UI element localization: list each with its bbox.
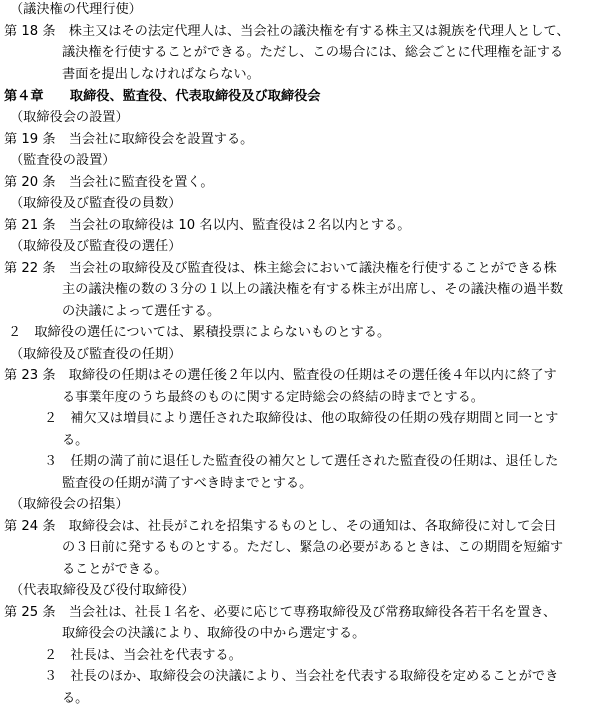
paragraph-line: ３ 社長のほか、取締役会の決議により、当会社を代表する取締役を定めることができ — [44, 669, 559, 684]
article-line: ることができる。 — [62, 562, 168, 577]
paragraph-line: ３ 任期の満了前に退任した監査役の補欠として選任された監査役の任期は、退任した — [44, 454, 559, 469]
paragraph-line: ２ 社長は、当会社を代表する。 — [44, 648, 242, 663]
section-heading: （取締役及び監査役の員数） — [10, 196, 182, 211]
paragraph-line: る。 — [62, 433, 89, 448]
paragraph-line: る。 — [62, 691, 89, 706]
section-heading: （取締役及び監査役の任期） — [10, 347, 182, 362]
article-line: 第 20 条 当会社に監査役を置く。 — [4, 175, 214, 190]
paragraph-line: ２ 取締役の選任については、累積投票によらないものとする。 — [8, 325, 391, 340]
section-heading: （取締役会の設置） — [10, 110, 129, 125]
article-line: 取締役会の決議により、取締役の中から選定する。 — [62, 626, 366, 641]
paragraph-line: ２ 補欠又は増員により選任された取締役は、他の取締役の任期の残存期間と同一とす — [44, 411, 559, 426]
article-line: の決議によって選任する。 — [62, 304, 221, 319]
section-heading: （議決権の代理行使） — [10, 2, 142, 17]
article-line: 書面を提出しなければならない。 — [62, 67, 260, 82]
article-line: 第 21 条 当会社の取締役は 10 名以内、監査役は２名以内とする。 — [4, 218, 411, 233]
section-heading: （監査役の設置） — [10, 153, 116, 168]
article-line: 第 23 条 取締役の任期はその選任後２年以内、監査役の任期はその選任後４年以内に終了す — [4, 368, 557, 383]
section-heading: （取締役会の招集） — [10, 497, 129, 512]
section-heading: （取締役及び監査役の選任） — [10, 239, 182, 254]
article-line: 第 18 条 株主又はその法定代理人は、当会社の議決権を有する株主又は親族を代理人として、 — [4, 24, 570, 39]
article-line: 主の議決権の数の３分の１以上の議決権を有する株主が出席し、その議決権の過半数 — [62, 282, 564, 297]
article-line: 第 25 条 当会社は、社長１名を、必要に応じて専務取締役及び常務取締役各若干名を置き、 — [4, 605, 557, 620]
article-line: 議決権を行使することができる。ただし、この場合には、総会ごとに代理権を証する — [62, 45, 564, 60]
article-line: 第 24 条 取締役会は、社長がこれを招集するものとし、その通知は、各取締役に対して会日 — [4, 519, 557, 534]
article-line: る事業年度のうち最終のものに関する定時総会の終結の時までとする。 — [62, 390, 484, 405]
article-line: 第 19 条 当会社に取締役会を設置する。 — [4, 132, 254, 147]
section-heading: （代表取締役及び役付取締役） — [10, 583, 195, 598]
article-line: の３日前に発するものとする。ただし、緊急の必要があるときは、この期間を短縮す — [62, 540, 564, 555]
chapter-title: 第４章 取締役、監査役、代表取締役及び取締役会 — [4, 89, 321, 104]
article-line: 第 22 条 当会社の取締役及び監査役は、株主総会において議決権を行使することができる株 — [4, 261, 557, 276]
paragraph-line: 監査役の任期が満了すべき時までとする。 — [62, 476, 313, 491]
